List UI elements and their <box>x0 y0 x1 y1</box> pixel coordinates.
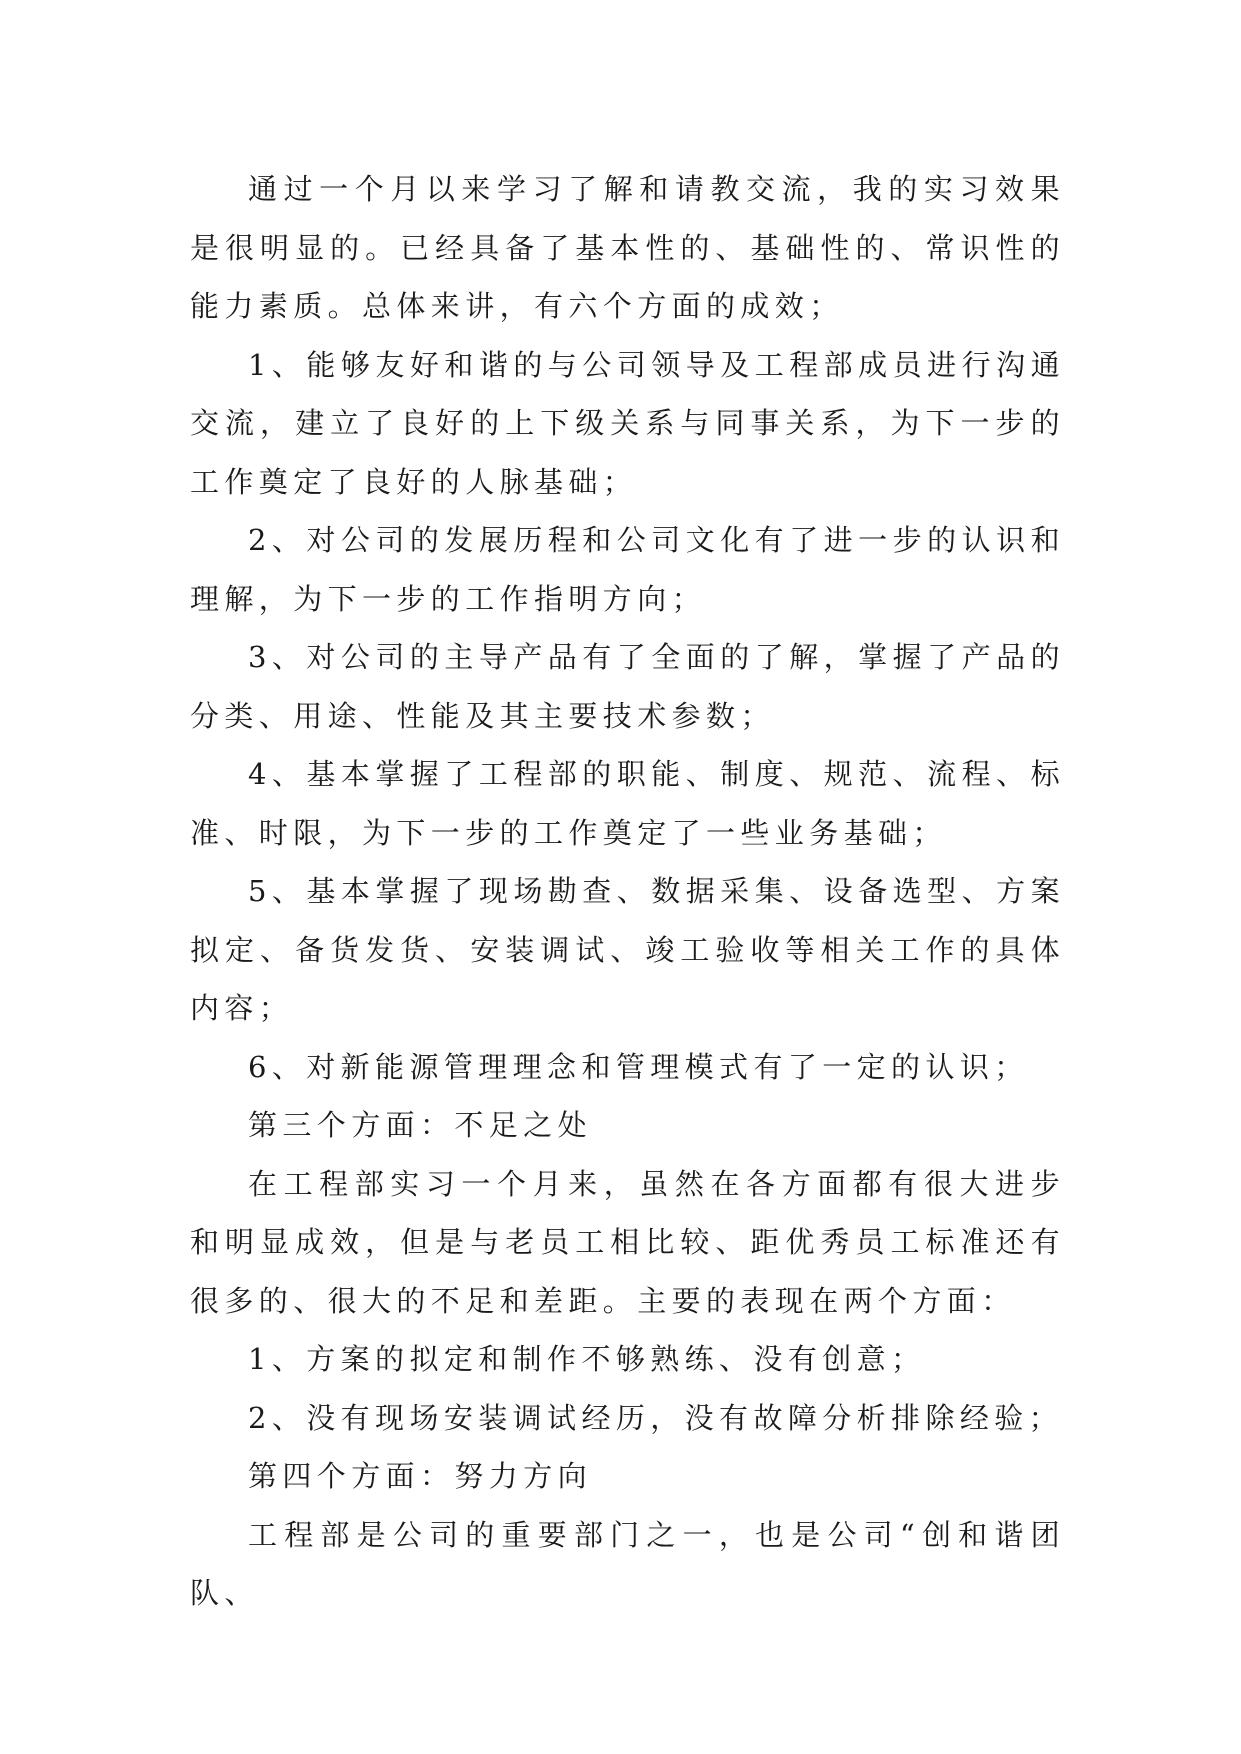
paragraph-result-3: 3、对公司的主导产品有了全面的了解，掌握了产品的分类、用途、性能及其主要技术参数； <box>190 640 1065 733</box>
paragraph-result-5: 5、基本掌握了现场勘查、数据采集、设备选型、方案拟定、备货发货、安装调试、竣工验收等相关工作的具体内容； <box>190 874 1065 1025</box>
paragraph-result-1: 1、能够友好和谐的与公司领导及工程部成员进行沟通交流，建立了良好的上下级关系与同事关系，为下一步的工作奠定了良好的人脉基础； <box>190 347 1065 499</box>
paragraph-result-4: 4、基本掌握了工程部的职能、制度、规范、流程、标准、时限，为下一步的工作奠定了一些业务基础； <box>190 757 1065 850</box>
paragraph-results-intro: 通过一个月以来学习了解和请教交流，我的实习效果是很明显的。已经具备了基本性的、基础性的、常识性的能力素质。总体来讲，有六个方面的成效； <box>190 172 1065 323</box>
paragraph-direction-intro: 工程部是公司的重要部门之一，也是公司“创和谐团队、 <box>190 1517 1065 1610</box>
section-heading-direction: 第四个方面：努力方向 <box>248 1459 593 1493</box>
document-body <box>190 160 1065 1623</box>
section-heading-shortcomings: 第三个方面：不足之处 <box>248 1108 593 1142</box>
paragraph-shortcomings-intro: 在工程部实习一个月来，虽然在各方面都有很大进步和明显成效，但是与老员工相比较、距优秀员工标准还有很多的、很大的不足和差距。主要的表现在两个方面： <box>190 1166 1065 1318</box>
paragraph-result-6: 6、对新能源管理理念和管理模式有了一定的认识； <box>248 1049 1029 1084</box>
paragraph-result-2: 2、对公司的发展历程和公司文化有了进一步的认识和理解，为下一步的工作指明方向； <box>190 523 1065 616</box>
paragraph-shortcoming-1: 1、方案的拟定和制作不够熟练、没有创意； <box>248 1342 926 1376</box>
paragraph-shortcoming-2: 2、没有现场安装调试经历，没有故障分析排除经验； <box>248 1400 1064 1435</box>
